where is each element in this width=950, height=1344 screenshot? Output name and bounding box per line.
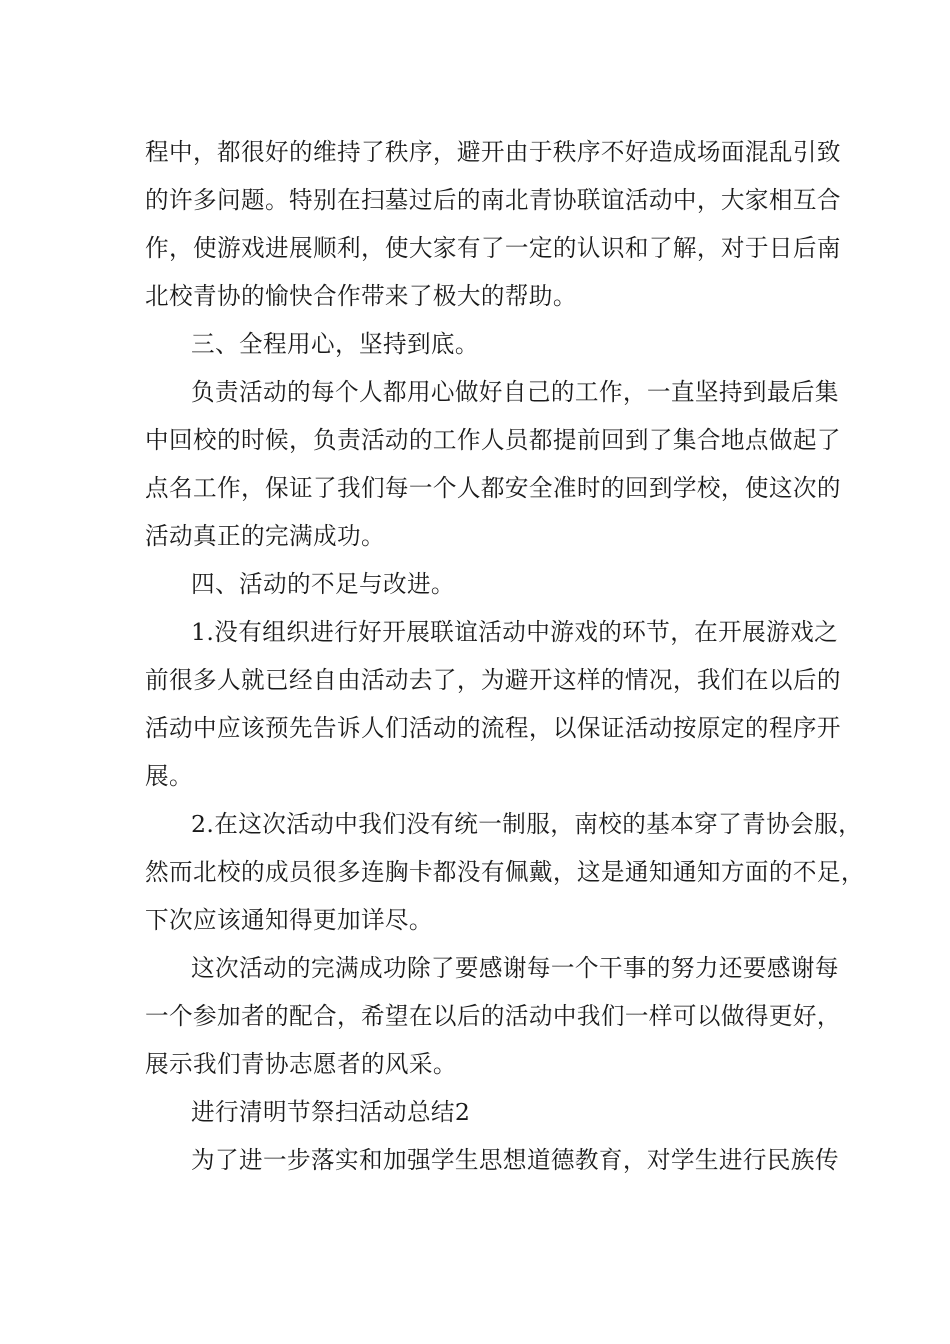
body-line: 作，使游戏进展顺利，使大家有了一定的认识和了解，对于日后南 [145,234,841,262]
document-body [145,128,865,1184]
body-line: 中回校的时候，负责活动的工作人员都提前回到了集合地点做起了 [145,426,841,454]
body-line: 一个参加者的配合，希望在以后的活动中我们一样可以做得更好， [145,1002,841,1030]
body-line: 活动中应该预先告诉人们活动的流程，以保证活动按原定的程序开 [145,714,841,742]
section-heading-4: 四、活动的不足与改进。 [191,570,455,598]
body-line: 下次应该通知得更加详尽。 [145,906,433,934]
body-line: 为了进一步落实和加强学生思想道德教育，对学生进行民族传 [191,1146,839,1174]
body-line: 点名工作，保证了我们每一个人都安全准时的回到学校，使这次的 [145,474,841,502]
body-line: 然而北校的成员很多连胸卡都没有佩戴，这是通知通知方面的不足， [145,858,865,886]
list-item-2: 2.在这次活动中我们没有统一制服，南校的基本穿了青协会服， [191,810,863,838]
body-line: 负责活动的每个人都用心做好自己的工作，一直坚持到最后集 [191,378,839,406]
list-item-1: 1.没有组织进行好开展联谊活动中游戏的环节，在开展游戏之 [191,618,839,646]
body-line: 这次活动的完满成功除了要感谢每一个干事的努力还要感谢每 [191,954,839,982]
body-line: 北校青协的愉快合作带来了极大的帮助。 [145,282,577,310]
document-subtitle: 进行清明节祭扫活动总结2 [191,1098,471,1126]
body-line: 活动真正的完满成功。 [145,522,385,550]
body-line: 展。 [145,762,193,790]
section-heading-3: 三、全程用心，坚持到底。 [191,330,479,358]
body-line: 的许多问题。特别在扫墓过后的南北青协联谊活动中，大家相互合 [145,186,841,214]
body-line: 前很多人就已经自由活动去了，为避开这样的情况，我们在以后的 [145,666,841,694]
body-line: 展示我们青协志愿者的风采。 [145,1050,457,1078]
body-line: 程中，都很好的维持了秩序，避开由于秩序不好造成场面混乱引致 [145,138,841,166]
